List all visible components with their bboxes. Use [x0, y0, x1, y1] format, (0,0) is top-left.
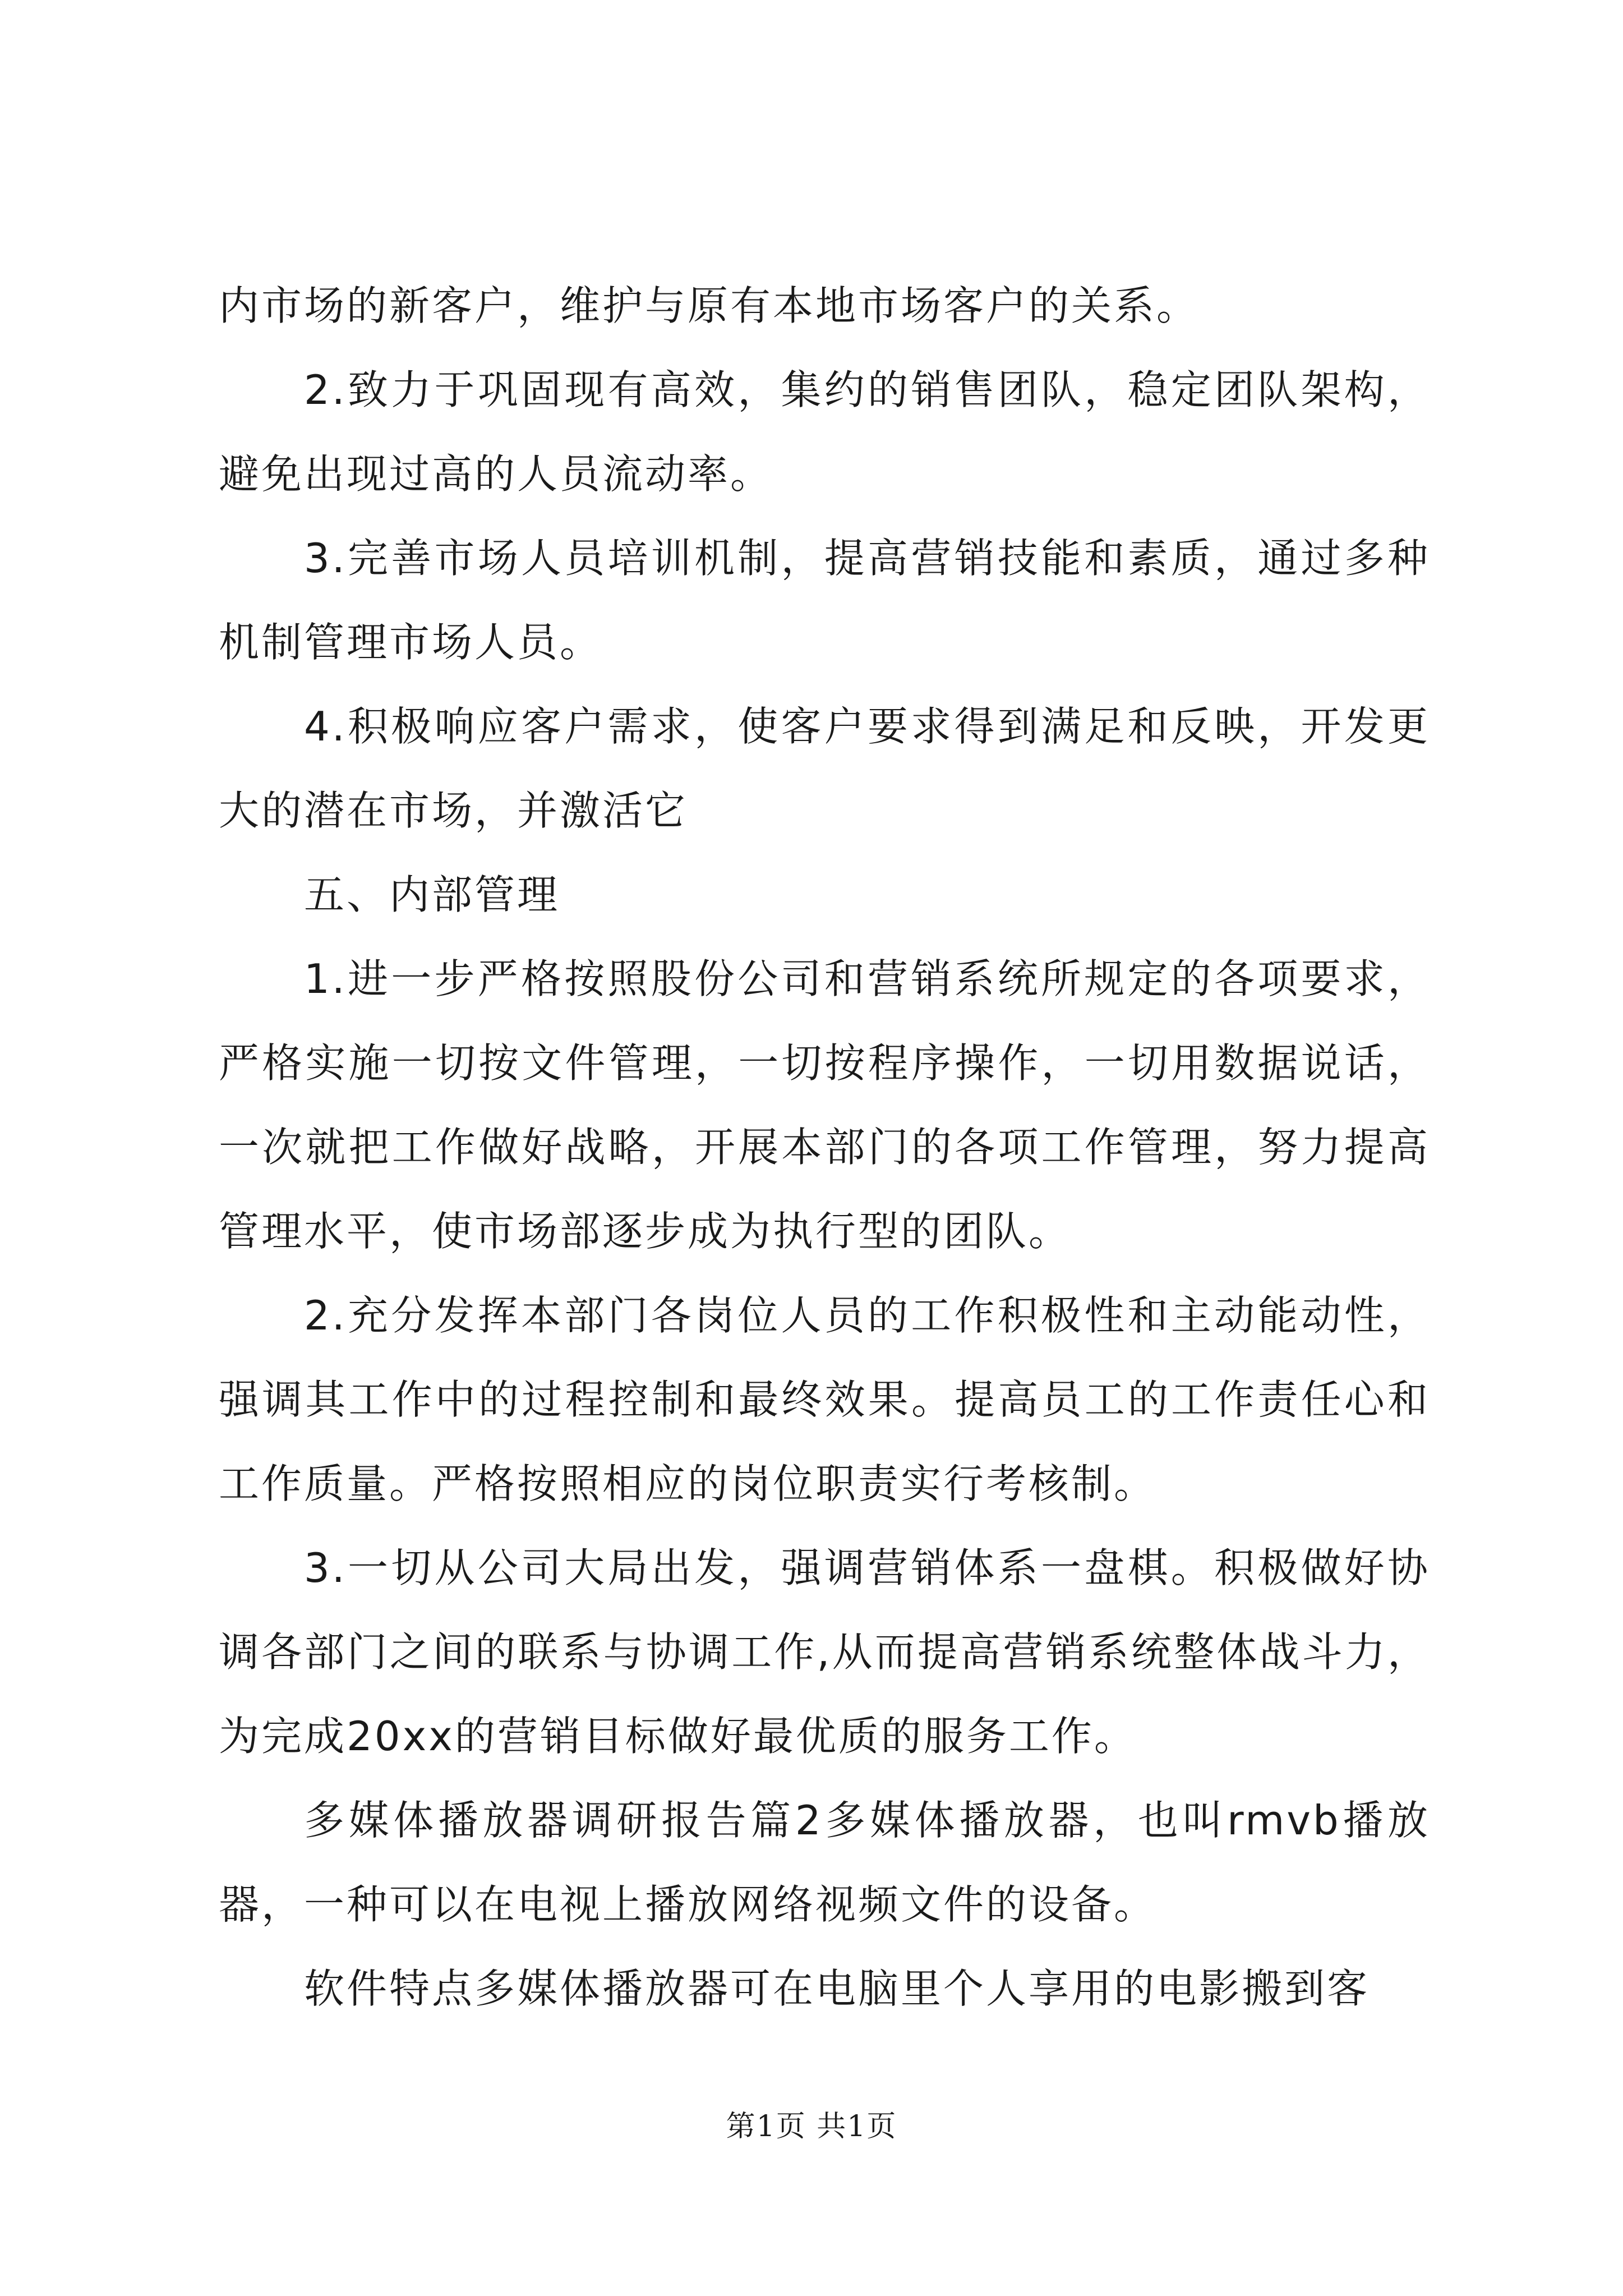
paragraph-4: 4.积极响应客户需求，使客户要求得到满足和反映，开发更大的潜在市场，并激活它: [219, 703, 1430, 834]
paragraph-8: 多媒体播放器调研报告篇2多媒体播放器，也叫rmvb播放器，一种可以在电视上播放网络视频文件的设备。: [219, 1797, 1430, 1928]
paragraph-9: 软件特点多媒体播放器可在电脑里个人享用的电影搬到客: [304, 1965, 1370, 2012]
paragraph-5: 1.进一步严格按照股份公司和营销系统所规定的各项要求，严格实施一切按文件管理，一切按程序操作，一切用数据说话，一次就把工作做好战略，开展本部门的各项工作管理，努力提高管理水平，使市场部逐步成为执行型的团队。: [219, 955, 1430, 1255]
paragraph-6: 2.充分发挥本部门各岗位人员的工作积极性和主动能动性，强调其工作中的过程控制和最终效果。提高员工的工作责任心和工作质量。严格按照相应的岗位职责实行考核制。: [219, 1292, 1430, 1507]
paragraph-1: 内市场的新客户，维护与原有本地市场客户的关系。: [219, 282, 1200, 329]
section-heading-internal-management: 五、内部管理: [304, 871, 560, 918]
paragraph-3: 3.完善市场人员培训机制，提高营销技能和素质，通过多种机制管理市场人员。: [219, 535, 1430, 666]
page-footer: 第1页 共1页: [726, 2110, 897, 2143]
paragraph-7: 3.一切从公司大局出发，强调营销体系一盘棋。积极做好协调各部门之间的联系与协调工作,从而提高营销系统整体战斗力，为完成20xx的营销目标做好最优质的服务工作。: [219, 1544, 1430, 1760]
document-body: [219, 264, 1430, 2031]
paragraph-2: 2.致力于巩固现有高效，集约的销售团队，稳定团队架构，避免出现过高的人员流动率。: [219, 366, 1430, 498]
